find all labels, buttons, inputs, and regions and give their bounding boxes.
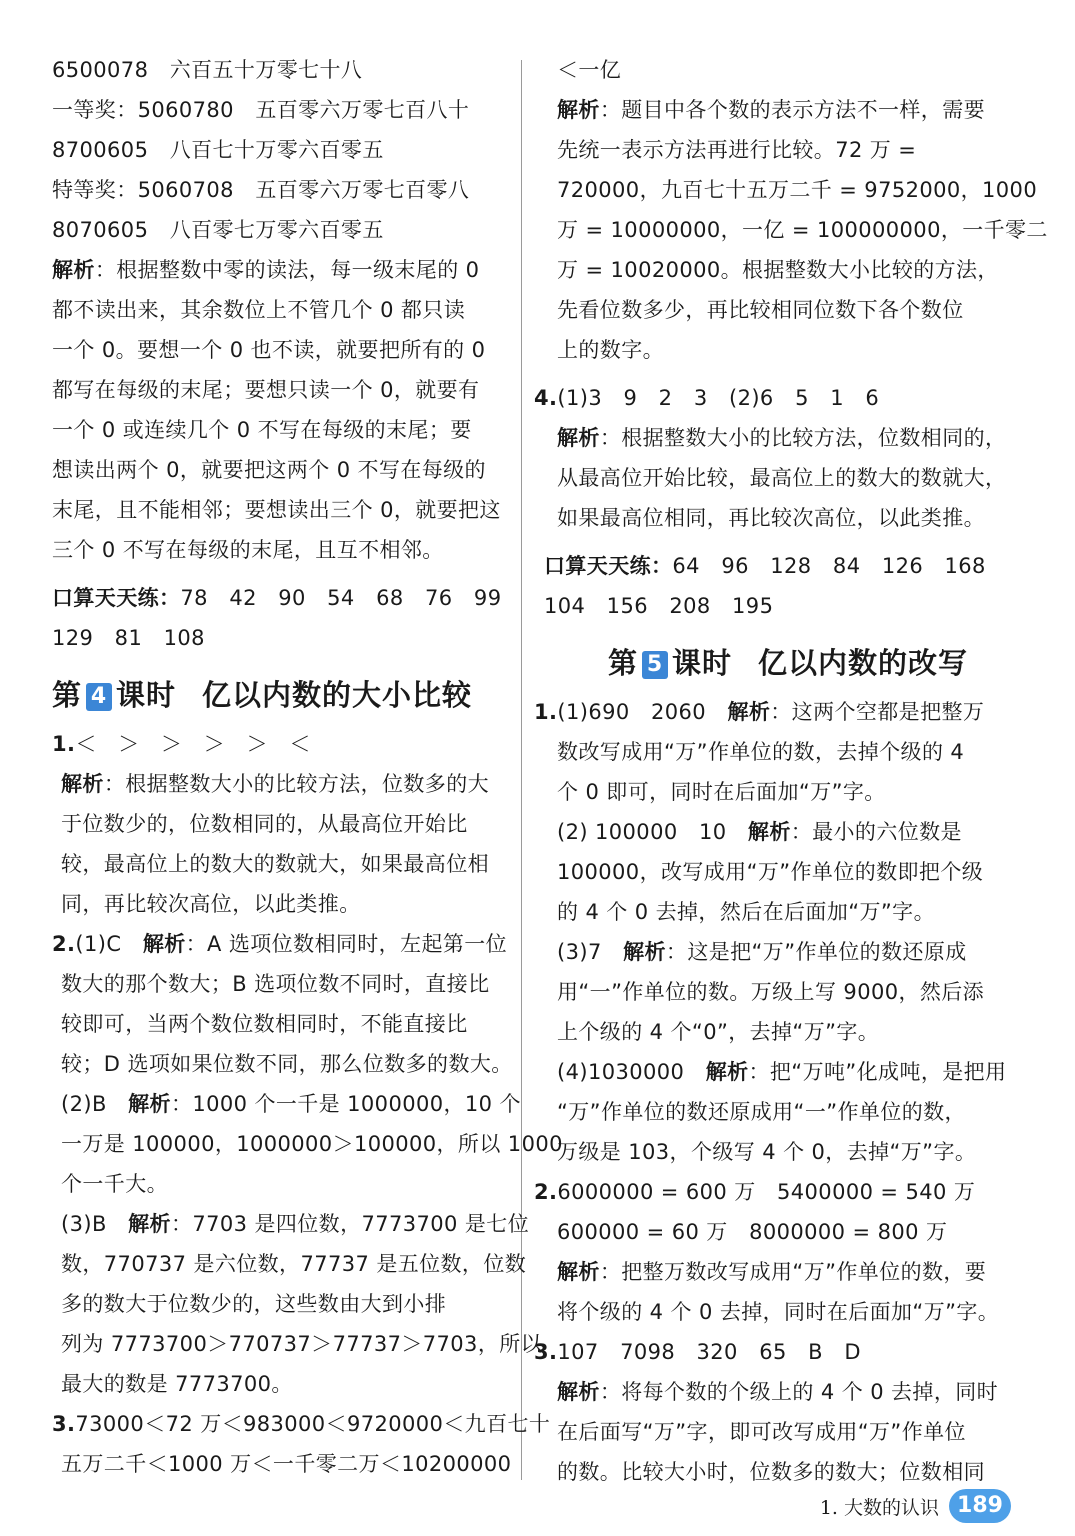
right-column — [534, 50, 1048, 1492]
daily-practice-label: 口算天天练： — [52, 586, 181, 610]
daily-practice-values: 78 42 90 54 68 76 99 — [180, 586, 502, 610]
r-l5-q2-line-1 — [534, 1172, 1018, 1212]
daily-practice-line-2: 129 81 108 — [52, 626, 205, 650]
answer-text: (3)7 — [557, 940, 624, 964]
analysis-label: 解析 — [142, 932, 186, 956]
r-q4-analysis-2: 从最高位开始比较，最高位上的数大的数就大， — [557, 466, 1007, 490]
lesson-prefix: 第 — [608, 646, 639, 680]
lesson-4-heading — [52, 666, 512, 724]
question-number: 3. — [534, 1340, 558, 1364]
r-l5-q3-answer — [534, 1332, 1018, 1372]
l4-q2-p2-line-3: 个一千大。 — [61, 1172, 168, 1196]
r-l5-q1-p1-line-3: 个 0 即可，同时在后面加“万”字。 — [557, 780, 886, 804]
r-l5-q3-analysis-3: 的数。比较大小时，位数多的数大；位数相同 — [557, 1460, 985, 1484]
intro-line-4: 特等奖：5060708 五百零六万零七百零八 — [52, 178, 470, 202]
intro-analysis-line-4: 都写在每级的末尾；要想只读一个 0，就要有 — [52, 378, 480, 402]
analysis-text: ：把“万吨”化成吨，是把用 — [748, 1060, 1007, 1084]
r-l5-q1-p4-line-3: 万级是 103，个级写 4 个 0，去掉“万”字。 — [557, 1140, 977, 1164]
r-l5-q2-analysis-2: 将个级的 4 个 0 去掉，同时在后面加“万”字。 — [557, 1300, 1000, 1324]
intro-analysis-line-1 — [52, 250, 512, 290]
daily-practice-line-1 — [52, 578, 512, 618]
intro-line-2: 一等奖：5060780 五百零六万零七百八十 — [52, 98, 470, 122]
r-q3-analysis-1 — [548, 90, 1018, 130]
lesson-suffix: 课时 — [672, 646, 733, 680]
analysis-text: ：题目中各个数的表示方法不一样，需要 — [599, 98, 986, 122]
r-l5-q3-analysis-1 — [548, 1372, 1018, 1412]
r-q4-analysis-3: 如果最高位相同，再比较次高位，以此类推。 — [557, 506, 985, 530]
l4-q1-analysis-4: 同，再比较次高位，以此类推。 — [61, 892, 361, 916]
analysis-label: 解析 — [128, 1092, 171, 1116]
l4-q1-analysis-1 — [52, 764, 512, 804]
lesson-number-badge: 4 — [86, 683, 112, 711]
l4-q2-p2-line-2: 一万是 100000，1000000＞100000，所以 1000 — [61, 1132, 563, 1156]
answer-text: (4)1030000 — [557, 1060, 706, 1084]
analysis-label: 解析 — [747, 820, 791, 844]
r-l5-q1-p3-line-3: 上个级的 4 个“0”，去掉“万”字。 — [557, 1020, 880, 1044]
r-l5-q1-p1-line-2: 数改写成用“万”作单位的数，去掉个级的 4 — [557, 740, 965, 764]
l4-q2-p3-line-3: 多的数大于位数少的，这些数由大到小排 — [61, 1292, 447, 1316]
analysis-label: 解析 — [52, 258, 95, 282]
r-l5-q1-p2-line-2: 100000，改写成用“万”作单位的数即把个级 — [557, 860, 984, 884]
intro-line-1: 6500078 六百五十万零七十八 — [52, 58, 363, 82]
left-column — [52, 50, 563, 1484]
lesson-prefix: 第 — [52, 678, 83, 712]
r-l5-q1-p3-line-1 — [548, 932, 1018, 972]
analysis-label: 解析 — [557, 1260, 600, 1284]
l4-q1-analysis-3: 较，最高位上的数大的数就大，如果最高位相 — [61, 852, 489, 876]
analysis-text: ：将每个数的个级上的 4 个 0 去掉，同时 — [599, 1380, 999, 1404]
intro-line-5: 8070605 八百零七万零六百零五 — [52, 218, 384, 242]
r-l5-q2-analysis-1 — [548, 1252, 1018, 1292]
r-q3-analysis-7: 上的数字。 — [557, 338, 664, 362]
intro-analysis-line-2: 都不读出来，其余数位上不管几个 0 都只读 — [52, 298, 466, 322]
r-l5-q2-line-2: 600000 = 60 万 8000000 = 800 万 — [557, 1220, 948, 1244]
intro-analysis-line-6: 想读出两个 0，就要把这两个 0 不写在每级的 — [52, 458, 486, 482]
question-number: 1. — [52, 732, 76, 756]
l4-q2-p1-line-3: 较即可，当两个数位数相同时，不能直接比 — [61, 1012, 468, 1036]
question-number: 3. — [52, 1412, 76, 1436]
r-q4-analysis-1 — [548, 418, 1018, 458]
analysis-text: ：最小的六位数是 — [790, 820, 962, 844]
r-daily-practice-line-2: 104 156 208 195 — [544, 594, 774, 618]
analysis-label: 解析 — [557, 426, 600, 450]
l4-q2-p1-line-2: 数大的那个数大；B 选项位数不同时，直接比 — [61, 972, 490, 996]
lesson-suffix: 课时 — [116, 678, 177, 712]
l4-q2-p2-line-1 — [52, 1084, 521, 1124]
daily-practice-label: 口算天天练： — [544, 554, 673, 578]
r-q3-analysis-4: 万 = 10000000，一亿 = 100000000，一千零二 — [557, 218, 1048, 242]
page-number-badge: 189 — [949, 1489, 1011, 1523]
chapter-label: 1. 大数的认识 — [819, 1496, 939, 1519]
answer-text: ＜ ＞ ＞ ＞ ＞ ＜ — [75, 732, 311, 756]
r-q3-continuation: ＜一亿 — [557, 58, 622, 82]
r-l5-q1-p3-line-2: 用“一”作单位的数。万级上写 9000，然后添 — [557, 980, 985, 1004]
l4-q2-p1-line-1 — [52, 924, 512, 964]
l4-q3-line-1 — [52, 1404, 551, 1444]
l4-q2-p3-line-4: 列为 7773700＞770737＞77737＞7703，所以 — [61, 1332, 543, 1356]
l4-q2-p3-line-5: 最大的数是 7773700。 — [61, 1372, 293, 1396]
analysis-text: ：A 选项位数相同时，左起第一位 — [185, 932, 508, 956]
analysis-label: 解析 — [705, 1060, 749, 1084]
analysis-text: ：根据整数中零的读法，每一级末尾的 0 — [94, 258, 480, 282]
r-q3-analysis-6: 先看位数多少，再比较相同位数下各个数位 — [557, 298, 964, 322]
analysis-label: 解析 — [727, 700, 771, 724]
intro-analysis-line-3: 一个 0。要想一个 0 也不读，就要把所有的 0 — [52, 338, 486, 362]
answer-text: 107 7098 320 65 B D — [557, 1340, 861, 1364]
l4-q2-p3-line-1 — [52, 1204, 530, 1244]
analysis-label: 解析 — [128, 1212, 171, 1236]
answer-text: (1)C — [75, 932, 143, 956]
question-number: 4. — [534, 386, 558, 410]
answer-text: (1)690 2060 — [557, 700, 728, 724]
analysis-text: ：1000 个一千是 1000000，10 个 — [170, 1092, 521, 1116]
r-l5-q3-analysis-2: 在后面写“万”字，即可改写成用“万”作单位 — [557, 1420, 966, 1444]
lesson-title: 亿以内数的大小比较 — [202, 678, 473, 712]
analysis-label: 解析 — [557, 98, 600, 122]
r-l5-q1-p4-line-1 — [548, 1052, 1018, 1092]
l4-q3-line-2: 五万二千＜1000 万＜一千零二万＜10200000 — [61, 1452, 512, 1476]
answer-text: (3)B — [61, 1212, 129, 1236]
answer-text: 6000000 = 600 万 5400000 = 540 万 — [557, 1180, 976, 1204]
question-number: 2. — [52, 932, 76, 956]
page-footer — [820, 1486, 1011, 1526]
intro-analysis-line-7: 末尾，且不能相邻；要想读出三个 0，就要把这 — [52, 498, 501, 522]
analysis-text: ：7703 是四位数，7773700 是七位 — [170, 1212, 530, 1236]
r-l5-q1-p1-line-1 — [534, 692, 1018, 732]
daily-practice-values: 64 96 128 84 126 168 — [672, 554, 986, 578]
l4-q1-analysis-2: 于位数少的，位数相同的，从最高位开始比 — [61, 812, 468, 836]
lesson-5-heading — [548, 634, 1018, 692]
l4-q2-p1-line-4: 较；D 选项如果位数不同，那么位数多的数大。 — [61, 1052, 513, 1076]
analysis-text: ：根据整数大小的比较方法，位数多的大 — [103, 772, 490, 796]
answer-text: (2) 100000 10 — [557, 820, 748, 844]
r-l5-q1-p2-line-1 — [548, 812, 1018, 852]
analysis-text: ：根据整数大小的比较方法，位数相同的， — [599, 426, 1007, 450]
question-number: 1. — [534, 700, 558, 724]
l4-q1-answer — [52, 724, 512, 764]
r-q4-answer — [534, 378, 1018, 418]
analysis-label: 解析 — [61, 772, 104, 796]
r-daily-practice-line-1 — [544, 546, 1018, 586]
question-number: 2. — [534, 1180, 558, 1204]
lesson-number-badge: 5 — [642, 651, 668, 679]
answer-text: (1)3 9 2 3 (2)6 5 1 6 — [557, 386, 880, 410]
intro-line-3: 8700605 八百七十万零六百零五 — [52, 138, 384, 162]
r-l5-q1-p4-line-2: “万”作单位的数还原成用“一”作单位的数， — [557, 1100, 966, 1124]
lesson-title: 亿以内数的改写 — [758, 646, 969, 680]
answer-text: 73000＜72 万＜983000＜9720000＜九百七十 — [75, 1412, 551, 1436]
r-q3-analysis-5: 万 = 10020000。根据整数大小比较的方法， — [557, 258, 999, 282]
analysis-text: ：这是把“万”作单位的数还原成 — [665, 940, 967, 964]
intro-analysis-line-8: 三个 0 不写在每级的末尾，且互不相邻。 — [52, 538, 444, 562]
analysis-label: 解析 — [557, 1380, 600, 1404]
answer-text: (2)B — [61, 1092, 129, 1116]
analysis-text: ：这两个空都是把整万 — [770, 700, 985, 724]
r-q3-analysis-3: 720000，九百七十五万二千 = 9752000，1000 — [557, 178, 1038, 202]
l4-q2-p3-line-2: 数，770737 是六位数，77737 是五位数，位数 — [61, 1252, 527, 1276]
analysis-label: 解析 — [623, 940, 666, 964]
intro-analysis-line-5: 一个 0 或连续几个 0 不写在每级的末尾；要 — [52, 418, 472, 442]
analysis-text: ：把整万数改写成用“万”作单位的数，要 — [599, 1260, 987, 1284]
r-q3-analysis-2: 先统一表示方法再进行比较。72 万 = — [557, 138, 917, 162]
r-l5-q1-p2-line-3: 的 4 个 0 去掉，然后在后面加“万”字。 — [557, 900, 935, 924]
